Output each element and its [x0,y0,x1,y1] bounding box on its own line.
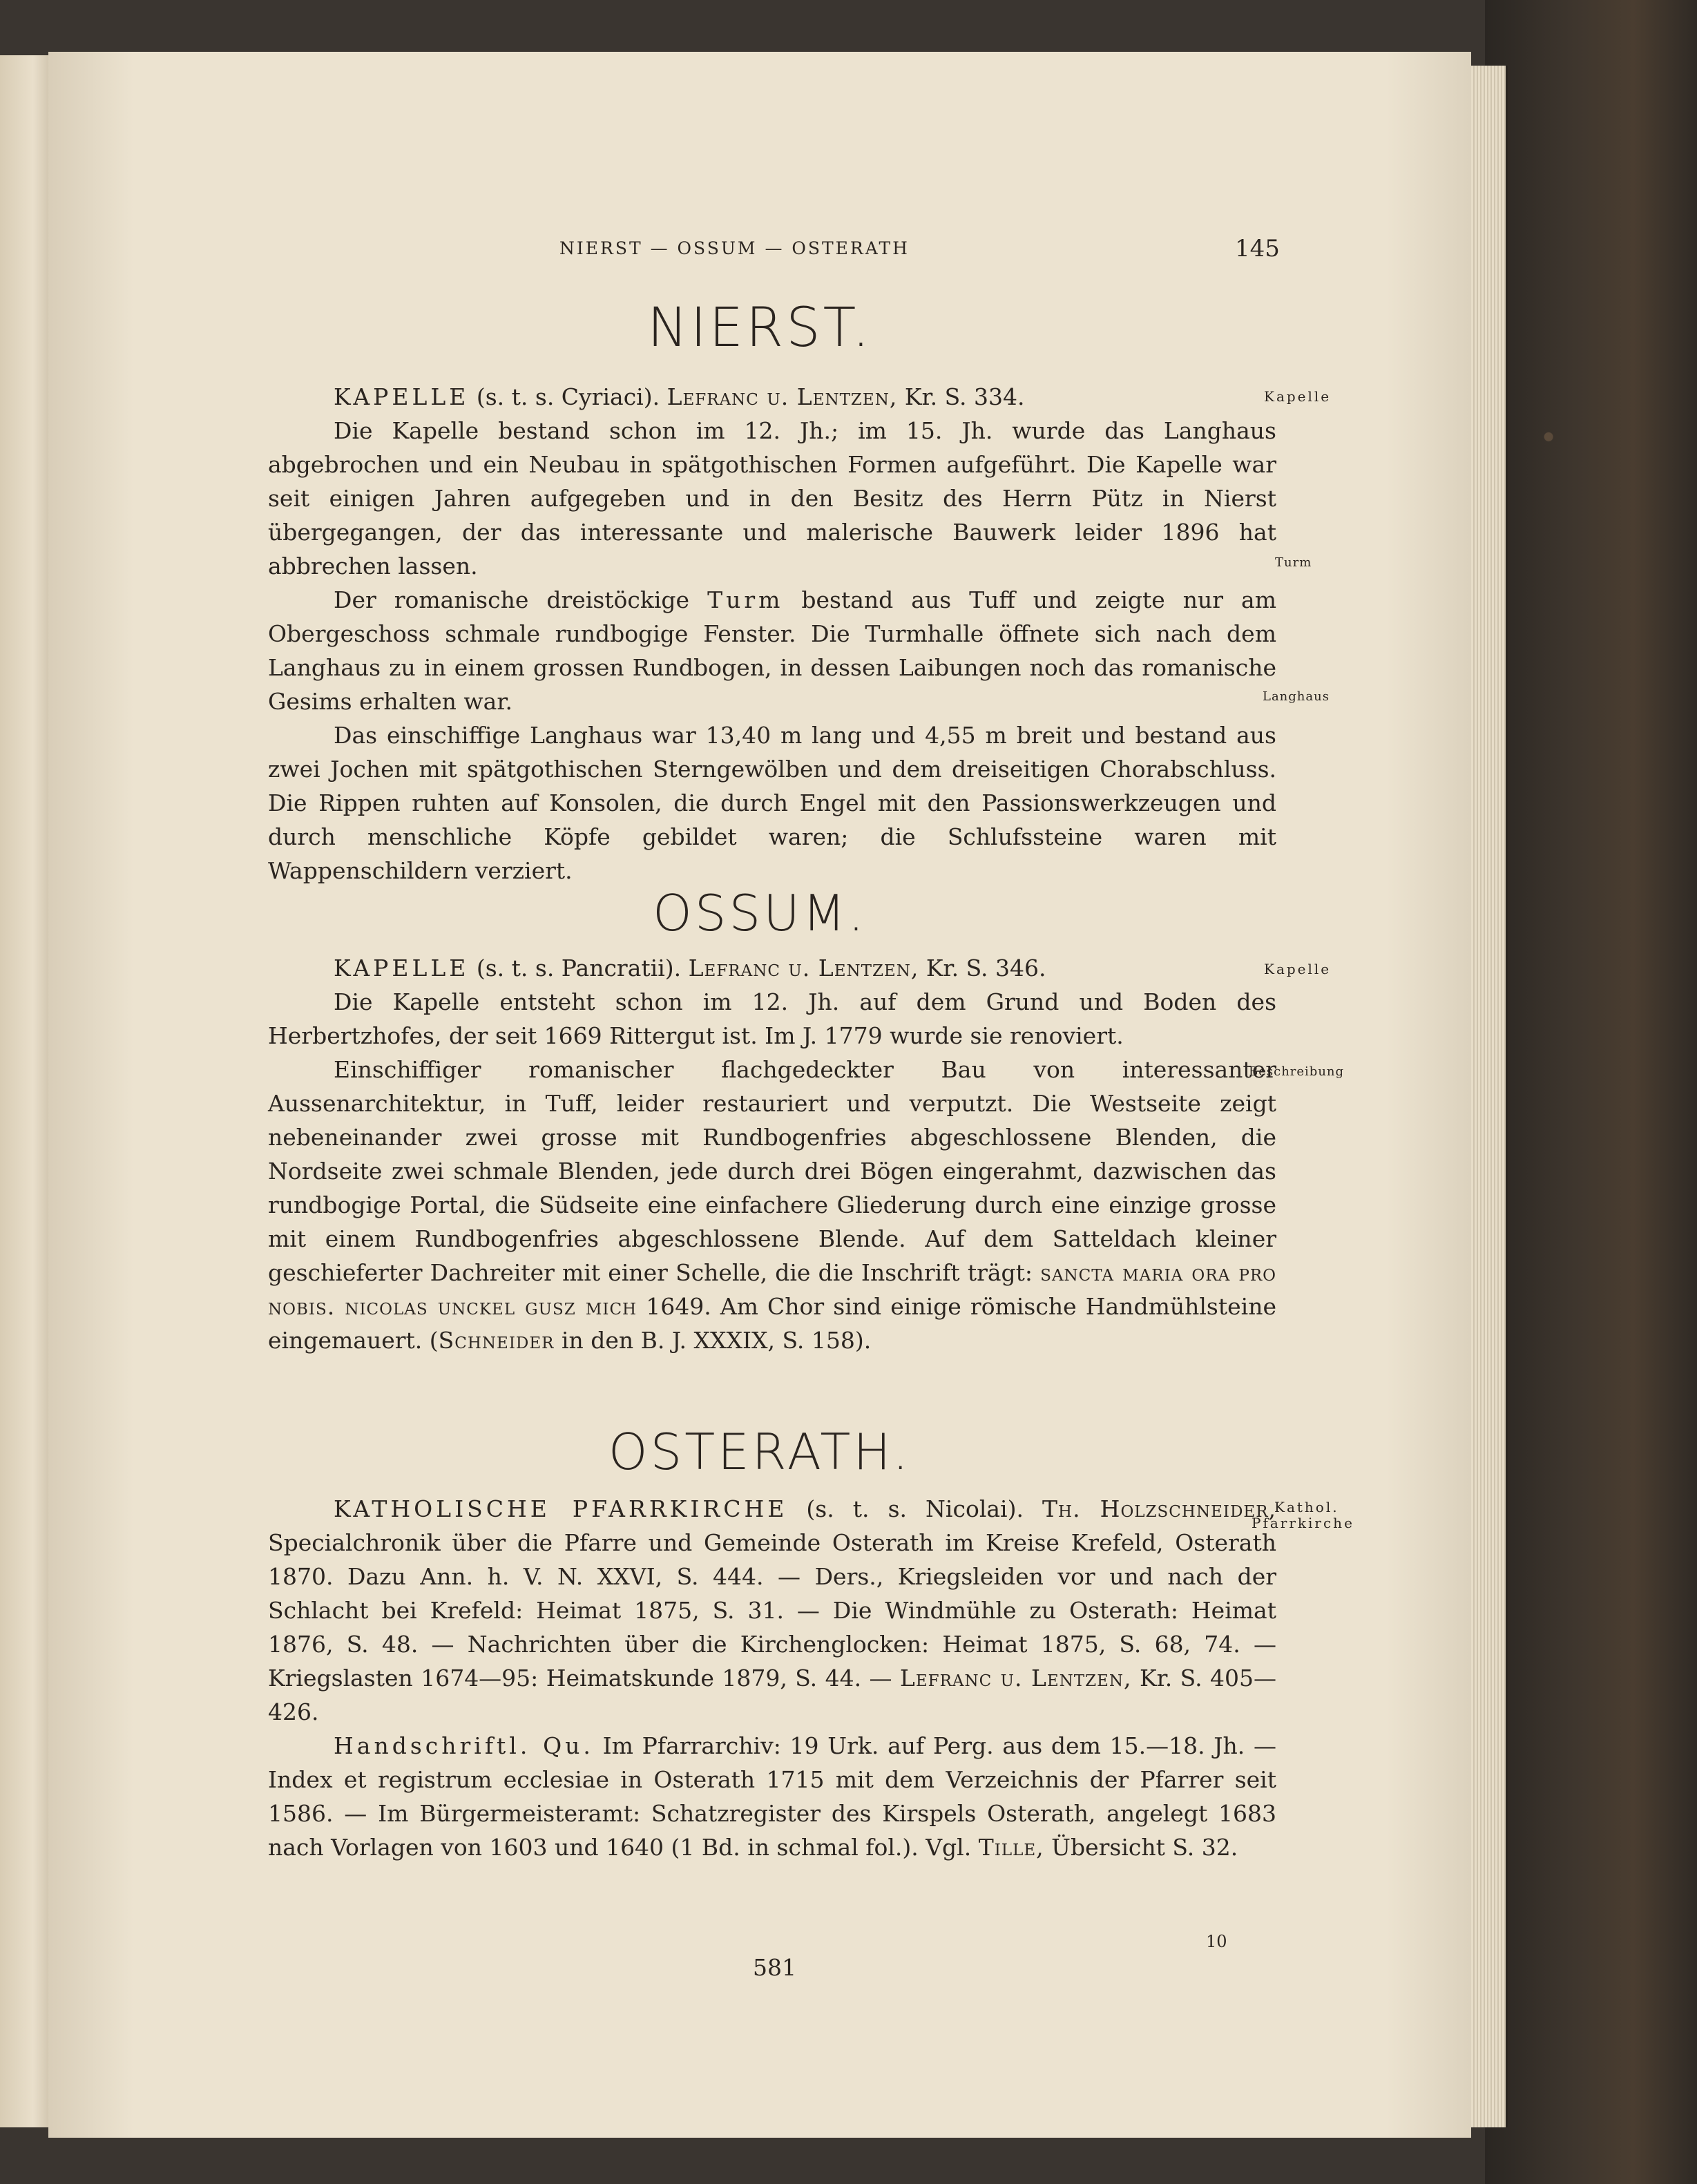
section-ossum [268,951,1276,1357]
ossum-history-paragraph: Die Kapelle entsteht schon im 12. Jh. auf dem Grund und Boden des Herbertzhofes, der seit 1669 Rittergut ist. Im J. 1779 wurde sie renoviert. [268,988,1276,1049]
facing-page-edge [0,55,55,2127]
book-binding [1485,0,1697,2184]
margin-note-langhaus: Langhaus [1263,689,1330,704]
running-head: NIERST — OSSUM — OSTERATH [559,238,910,258]
section-nierst [268,380,1276,888]
heading-nierst: NIERST. [647,297,872,359]
folio-number: 581 [753,1954,796,1981]
page-number: 145 [1235,235,1280,262]
nierst-tower-paragraph: Der romanische dreistöckige Turm bestand aus Tuff und zeigte nur am Obergeschoss schmale rundbogige Fenster. Die Turmhalle öffnete sich nach dem Langhaus zu in einem grossen Rundbogen, in dessen Laibungen noch das romanische Gesims erhalten war. [268,586,1276,715]
ossum-description-paragraph: Einschiffiger romanischer flachgedeckter Bau von interessanter Aussenarchitektur, in Tuff, leider restauriert und verputzt. Die Westseite zeigt nebeneinander zwei grosse mit Rundbogenfries abgeschlossene Blenden, die Nordseite zwei schmale Blenden, jede durch drei Bögen eingerahmt, dazwischen das rundbogige Portal, die Südseite eine einfachere Gliederung durch eine einzige grosse mit einem Rundbogenfries abgeschlossene Blende. Auf dem Satteldach kleiner geschieferter Dachreiter mit einer Schelle, die die Inschrift trägt: sancta maria ora pro nobis. nicolas unckel gusz mich 1649. Am Chor sind einige römische Handmühlsteine eingemauert. (Schneider in den B. J. XXXIX, S. 158). [268,1056,1276,1354]
nierst-history-paragraph: Die Kapelle bestand schon im 12. Jh.; im 15. Jh. wurde das Langhaus abgebrochen und ein Neubau in spätgothischen Formen aufgeführt. Die Kapelle war seit einigen Jahren aufgegeben und in den Besitz des Herrn Pütz in Nierst übergegangen, der das interessante und malerische Bauwerk leider 1896 hat abbrechen lassen. [268,417,1276,579]
signature-mark: 10 [1206,1932,1227,1951]
nierst-entry: KAPELLE (s. t. s. Cyriaci). Lefranc u. Lentzen, Kr. S. 334. [334,383,1025,410]
section-osterath [268,1492,1276,1864]
margin-note-turm: Turm [1275,555,1312,570]
osterath-entry: KATHOLISCHE PFARRKIRCHE (s. t. s. Nicolai). Th. Holzschneider, Specialchronik über die Pfarre und Gemeinde Osterath im Kreise Krefeld, Osterath 1870. Dazu Ann. h. V. N. XXVI, S. 444. — Ders., Kriegsleiden vor und nach der Schlacht bei Krefeld: Heimat 1875, S. 31. — Die Windmühle zu Osterath: Heimat 1876, S. 48. — Nachrichten über die Kirchenglocken: Heimat 1875, S. 68, 74. — Kriegslasten 1674—95: Heimatskunde 1879, S. 44. — Lefranc u. Lentzen, Kr. S. 405—426. [268,1495,1277,1725]
heading-ossum: OSSUM. [653,884,867,942]
margin-note-kapelle: Kapelle [1264,388,1332,405]
nierst-nave-paragraph: Das einschiffige Langhaus war 13,40 m lang und 4,55 m breit und bestand aus zwei Jochen mit spätgothischen Sterngewölben und dem dreiseitigen Chorabschluss. Die Rippen ruhten auf Konsolen, die durch Engel mit den Passionswerkzeugen und durch menschliche Köpfe gebildet waren; die Schlufssteine waren mit Wappenschildern verziert. [268,722,1276,884]
margin-note-pfarrkirche: Pfarrkirche [1252,1515,1354,1531]
ossum-entry: KAPELLE (s. t. s. Pancratii). Lefranc u. Lentzen, Kr. S. 346. [334,955,1046,981]
osterath-sources-paragraph: Handschriftl. Qu. Im Pfarrarchiv: 19 Urk. auf Perg. aus dem 15.—18. Jh. — Index et registrum ecclesiae in Osterath 1715 mit dem Verzeichnis der Pfarrer seit 1586. — Im Bürgermeisteramt: Schatzregister des Kirspels Osterath, angelegt 1683 nach Vorlagen von 1603 und 1640 (1 Bd. in schmal fol.). Vgl. Tille, Übersicht S. 32. [268,1732,1276,1861]
margin-note-kapelle-ossum: Kapelle [1264,961,1332,977]
margin-note-kathol: Kathol. [1274,1499,1339,1515]
margin-note-beschreibung: Beschreibung [1249,1064,1345,1079]
heading-osterath: OSTERATH. [608,1423,912,1481]
book-page [48,52,1471,2138]
